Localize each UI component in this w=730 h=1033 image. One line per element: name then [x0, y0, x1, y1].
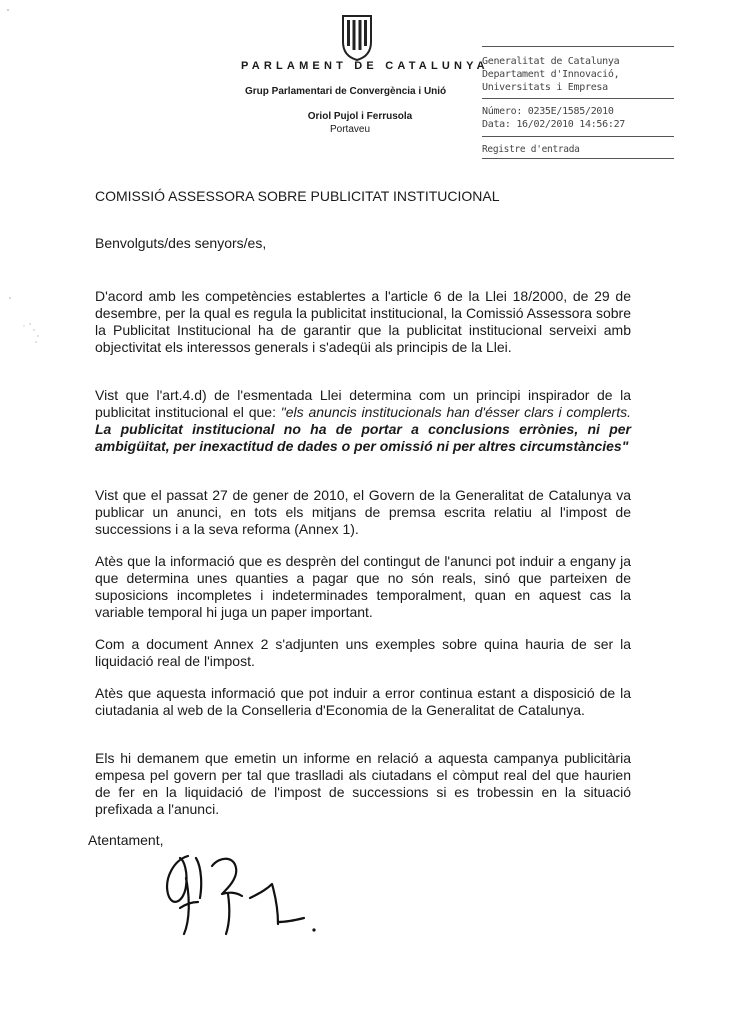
paragraph-1: D'acord amb les competències establertes a l'article 6 de la Llei 18/2000, de 29 de desembre, per la qual es regula la publicitat institucional, la Comissió Assessora sobre la Publicitat Institucional ha de garantir que la publicitat institucional serveixi amb objectivitat els interessos generals i s'adeqüi als principis de la Llei.: [95, 288, 631, 355]
stamp-line-2: Departament d'Innovació,: [482, 69, 620, 80]
paragraph-4: Atès que la informació que es desprèn del contingut de l'anunci pot induir a engany ja que determina unes quanties a pagar que no són reals, sinó que parteixen de suposicions incompletes i indeterminades temporalment, quan en aquest cas la variable temporal hi juga un paper important.: [95, 553, 631, 620]
scan-specks: [0, 0, 60, 400]
paragraph-7: Els hi demanem que emetin un informe en relació a aquesta campanya publicitària empesa pel govern per tal que traslladi als ciutadans el còmput real del que haurien de fer en la liquidació de l'impost de successions si es trobessin en la situació prefixada a l'anunci.: [95, 750, 631, 817]
paragraph-5: Com a document Annex 2 s'adjunten uns exemples sobre quina hauria de ser la liquidació real de l'impost.: [95, 636, 631, 669]
paragraph-2-quote: "els anuncis institucionals han d'ésser clars i complerts.: [280, 404, 631, 420]
sender-role: Portaveu: [329, 124, 371, 135]
parliamentary-group: Grup Parlamentari de Convergència i Unió: [245, 86, 447, 97]
closing: Atentament,: [88, 832, 164, 848]
greeting: Benvolguts/des senyors/es,: [95, 235, 267, 251]
stamp-line-3: Universitats i Empresa: [482, 82, 608, 93]
paragraph-2-intro: Vist que l'art.4.d) de l'esmentada Llei determina com un principi inspirador de la publicitat institucional el que:: [95, 387, 631, 420]
institution-name: PARLAMENT DE CATALUNYA: [241, 60, 489, 72]
handwritten-signature: [150, 838, 330, 938]
stamp-date: Data: 16/02/2010 14:56:27: [482, 119, 626, 130]
paragraph-3: Vist que el passat 27 de gener de 2010, el Govern de la Generalitat de Catalunya va publicar un anunci, en tots els mitjans de premsa escrita relatiu al l'impost de successions i a la seva reforma (Annex 1).: [95, 487, 631, 537]
letter-title: COMISSIÓ ASSESSORA SOBRE PUBLICITAT INSTITUCIONAL: [95, 188, 500, 204]
paragraph-2-bold-quote: La publicitat institucional no ha de portar a conclusions errònies, ni per ambigüitat, per inexactitud de dades o per omissió ni per altres circumstàncies": [95, 421, 631, 454]
paragraph-6: Atès que aquesta informació que pot induir a error continua estant a disposició de la ciutadania al web de la Conselleria d'Economia de la Generalitat de Catalunya.: [95, 685, 631, 718]
sender-name: Oriol Pujol i Ferrusola: [307, 111, 413, 122]
stamp-registry: Registre d'entrada: [482, 144, 580, 155]
stamp-bottom-rule: [482, 158, 674, 159]
stamp-number: Número: 0235E/1585/2010: [482, 106, 614, 117]
registry-stamp: [482, 46, 674, 159]
stamp-line-1: Generalitat de Catalunya: [482, 56, 620, 67]
paragraph-2: [95, 387, 631, 455]
parliament-emblem-icon: [339, 12, 375, 62]
